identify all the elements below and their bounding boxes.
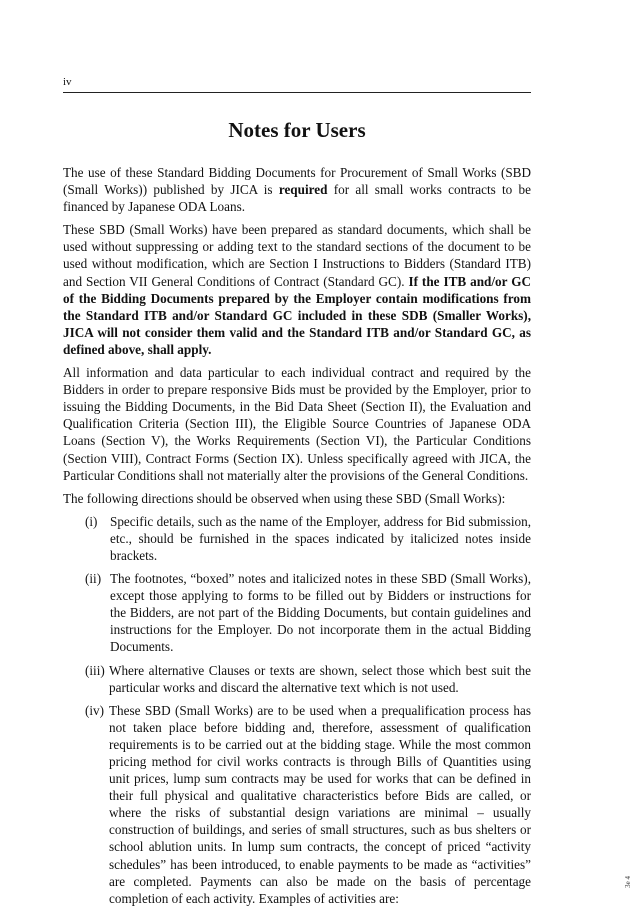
list-item xyxy=(63,513,531,564)
directions-list xyxy=(63,513,531,907)
list-item-label: (i) xyxy=(85,513,98,529)
list-item-text: The footnotes, “boxed” notes and italicized notes in these SBD (Small Works), except those applying to forms to be filled out by Bidders or instructions for the Bidders, are not part of the Bidding Documents, but contain guidelines and instructions for the Employer. Do not incorporate them in the actual Bidding Documents. xyxy=(110,571,531,655)
list-item-label: (iii) xyxy=(85,662,105,678)
paragraph-standard-text: These SBD (Small Works) have been prepared as standard documents, which shall be used without suppressing or adding text to the standard sections of the document to be used without modification, which are Section I Instructions to Bidders (Standard ITB) and Section VII General Conditions of Contract (Standard GC). xyxy=(63,222,531,289)
paragraph-standard-warning: If the ITB and/or GC of the Bidding Documents prepared by the Employer contain modifications from the Standard ITB and/or Standard GC included in these SDB (Smaller Works), JICA will not consider them valid and the Standard ITB and/or Standard GC, as defined above, shall apply. xyxy=(63,273,531,357)
page-number: iv xyxy=(63,76,72,88)
list-item xyxy=(63,662,531,696)
page-title: Notes for Users xyxy=(228,118,366,142)
paragraph-directions-intro: The following directions should be observed when using these SBD (Small Works): xyxy=(63,490,506,506)
paragraph-usage-text-2: for all small works contracts to be financed by Japanese ODA Loans. xyxy=(63,182,531,215)
paragraph-standard-documents xyxy=(63,221,531,358)
body-text xyxy=(63,164,531,913)
corner-mark: 3e 4 xyxy=(624,876,632,888)
list-item-text: Where alternative Clauses or texts are shown, select those which best suit the particular works and discard the alternative text which is not used. xyxy=(109,662,531,695)
paragraph-information: All information and data particular to each individual contract and required by the Bidders in order to prepare responsive Bids must be provided by the Employer, prior to issuing the Bidding Documents, in the Bid Data Sheet (Section II), the Evaluation and Qualification Criteria (Section III), the Eligible Source Countries of Japanese ODA Loans (Section V), the Works Requirements (Section VI), the Particular Conditions (Section VIII), Contract Forms (Section IX). Unless specifically agreed with JICA, the Particular Conditions shall not materially alter the provisions of the General Conditions. xyxy=(63,365,531,483)
list-item xyxy=(63,570,531,655)
list-item xyxy=(63,702,531,907)
paragraph-usage xyxy=(63,164,531,215)
required-emphasis: required xyxy=(278,182,328,198)
list-item-text: Specific details, such as the name of the Employer, address for Bid submission, etc., should be furnished in the spaces indicated by italicized notes inside brackets. xyxy=(110,513,531,563)
paragraph-usage-text-1: The use of these Standard Bidding Documents for Procurement of Small Works (SBD (Small Works)) published by JICA is xyxy=(63,165,531,198)
header-rule xyxy=(63,92,531,93)
list-item-label: (ii) xyxy=(85,571,102,587)
list-item-label: (iv) xyxy=(85,702,105,718)
list-item-text: These SBD (Small Works) are to be used when a prequalification process has not taken place before bidding and, therefore, assessment of qualification requirements is to be carried out at the bidding stage. While the most common pricing method for civil works contracts is through Bills of Quantities using unit prices, lump sum contracts may be used for works that can be defined in their full physical and qualitative characteristics before Bids are called, or where the risks of substantial design variations are minimal – usually construction of buildings, and series of small structures, such as bus shelters or school ablution units. In lump sum contracts, the concept of priced “activity schedules” has been introduced, to enable payments to be made as “activities” are completed. Payments can also be made on the basis of percentage completion of each activity. Examples of activities are: xyxy=(109,702,531,906)
